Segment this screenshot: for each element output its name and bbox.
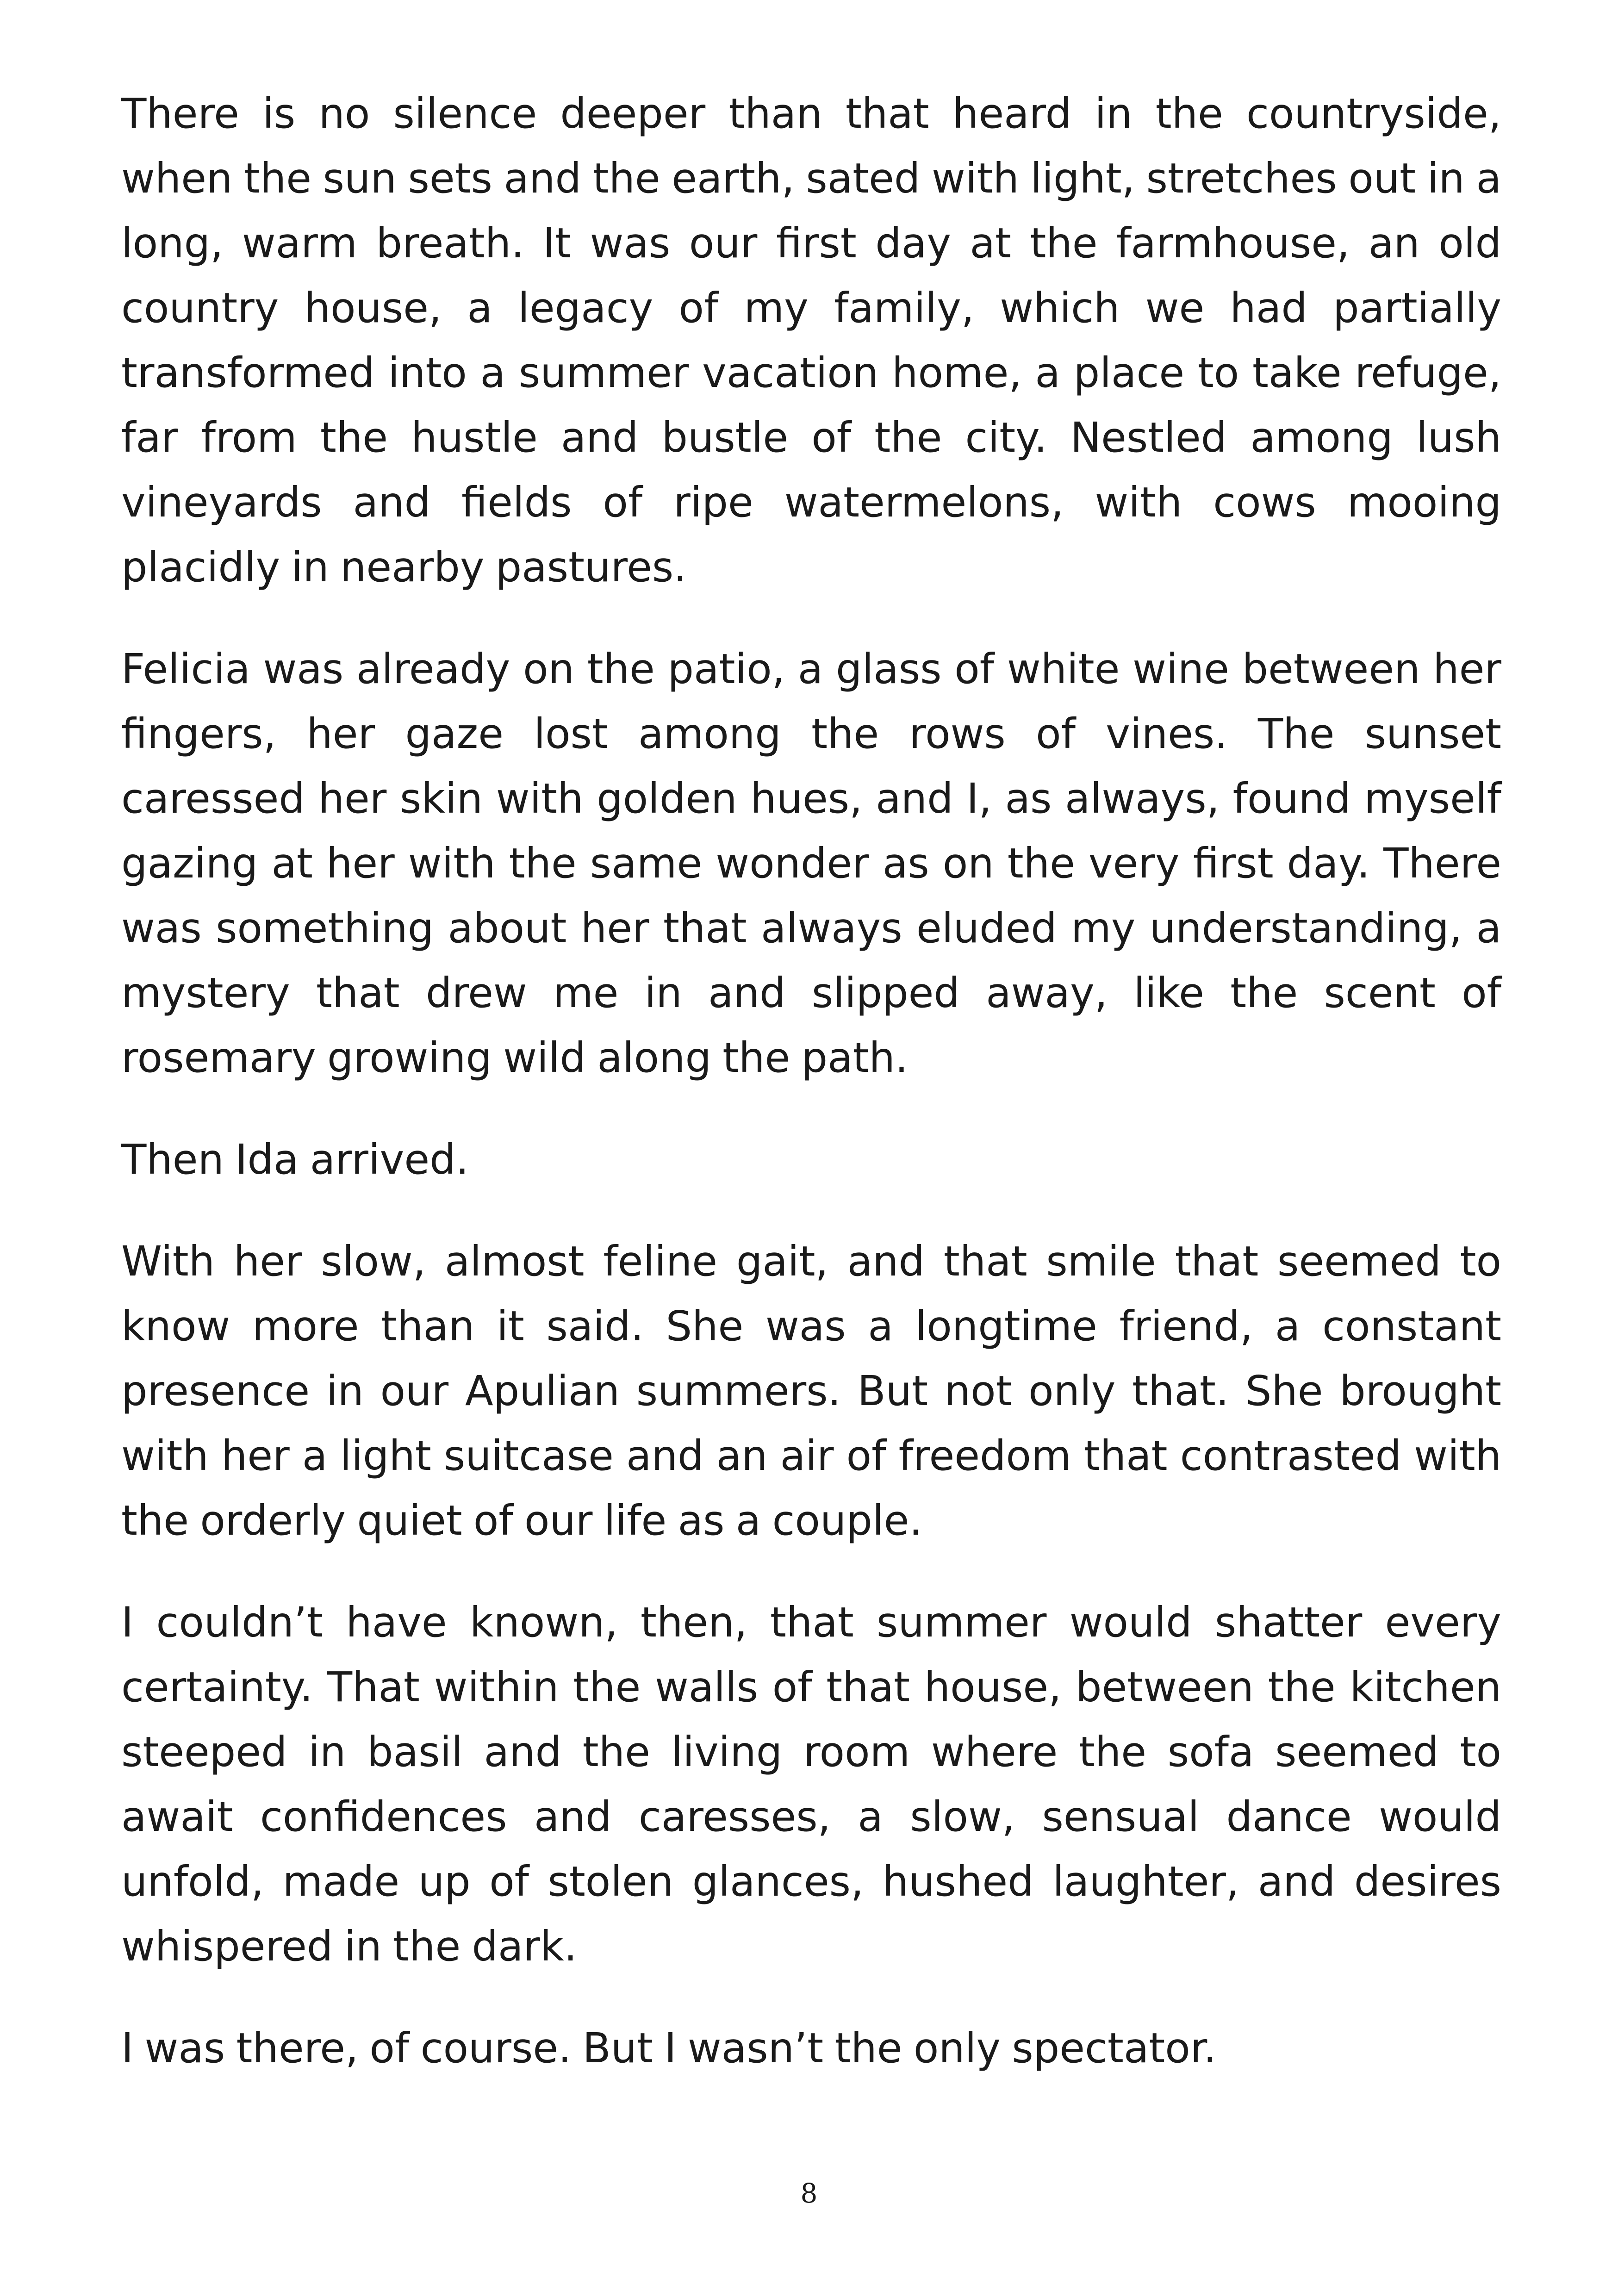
paragraph-1: There is no silence deeper than that heard in the countryside, when the sun sets and the earth, sated with light, stretches out in a long, warm breath. It was our first day at the farmhouse, an old country house, a legacy of my family, which we had partially transformed into a summer vacation home, a place to take refuge, far from the hustle and bustle of the city. Nestled among lush vineyards and fields of ripe watermelons, with cows mooing placidly in nearby pastures. — [121, 89, 1501, 591]
paragraph-4: With her slow, almost feline gait, and that smile that seemed to know more than it said. She was a longtime friend, a constant presence in our Apulian summers. But not only that. She brought with her a light suitcase and an air of freedom that contrasted with the orderly quiet of our life as a couple. — [121, 1237, 1501, 1544]
paragraph-5: I couldn’t have known, then, that summer would shatter every certainty. That within the walls of that house, between the kitchen steeped in basil and the living room where the sofa seemed to await confidences and caresses, a slow, sensual dance would unfold, made up of stolen glances, hushed laughter, and desires whispered in the dark. — [121, 1598, 1501, 1970]
paragraph-6: I was there, of course. But I wasn’t the only spectator. — [121, 2024, 1217, 2072]
body-text — [121, 81, 1501, 2117]
page-number: 8 — [800, 2178, 818, 2209]
paragraph-3: Then Ida arrived. — [121, 1135, 469, 1183]
paragraph-2: Felicia was already on the patio, a glass of white wine between her fingers, her gaze lost among the rows of vines. The sunset caressed her skin with golden hues, and I, as always, found myself gazing at her with the same wonder as on the very first day. There was something about her that always eluded my understanding, a mystery that drew me in and slipped away, like the scent of rosemary growing wild along the path. — [121, 645, 1501, 1082]
